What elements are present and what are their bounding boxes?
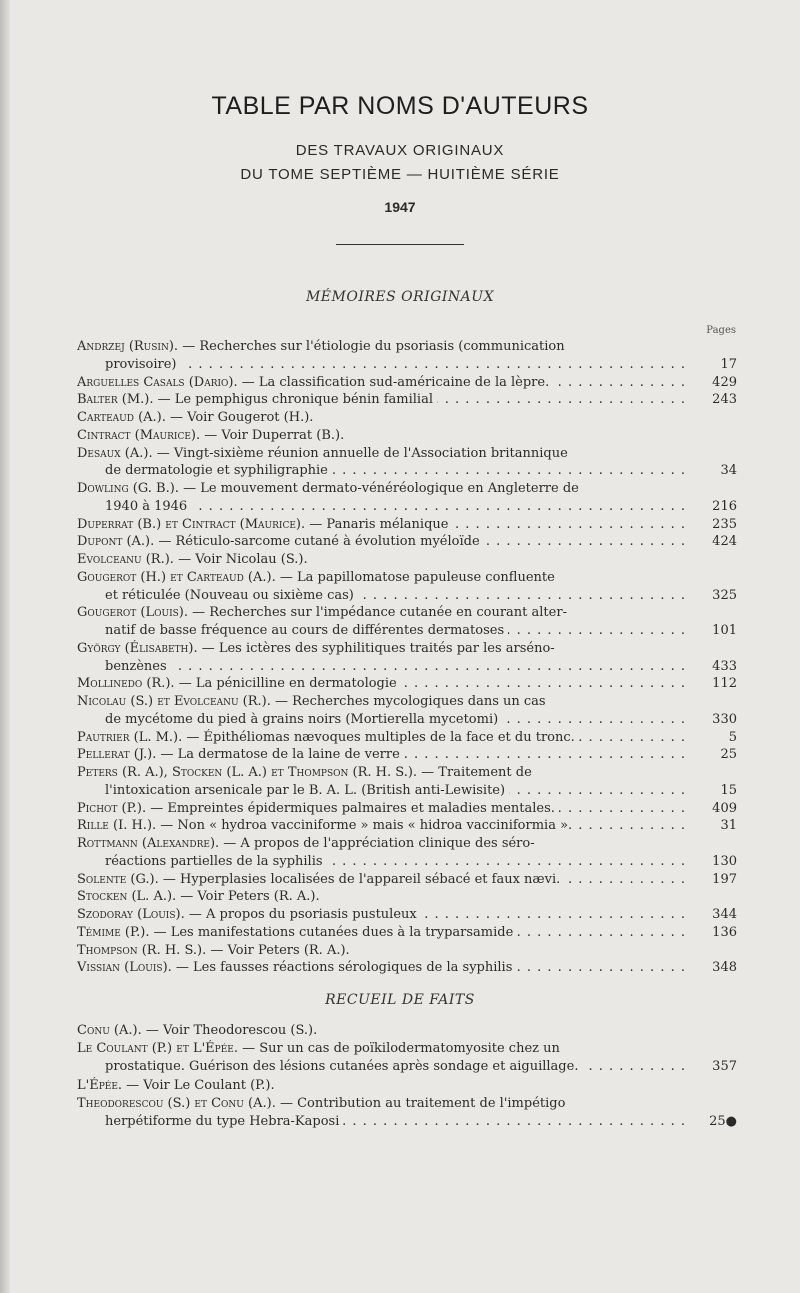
recueil-entry-line xyxy=(77,1095,686,1113)
memoires-entry-line xyxy=(77,551,686,569)
memoires-entry-line xyxy=(77,800,686,818)
memoires-entry-line xyxy=(77,391,686,409)
entry-text: — Recherches mycologiques dans un cas xyxy=(270,694,546,709)
entry-text: — Réticulo-sarcome cutané à évolution myéloïde xyxy=(154,534,480,550)
entry-text: 1940 à 1946 xyxy=(105,498,188,514)
entry-author: Conu (A.). xyxy=(77,1023,142,1038)
memoires-entry-line xyxy=(105,356,686,374)
memoires-entry-line xyxy=(77,924,686,942)
memoires-entry-line xyxy=(77,409,686,427)
entry-text: — Voir Peters (R. A.). xyxy=(176,889,320,905)
page-binding-edge xyxy=(0,0,10,1293)
memoires-entry-line xyxy=(105,711,686,729)
entry-author: Mollinedo (R.). xyxy=(77,676,175,692)
entry-page-number: 344 xyxy=(712,907,737,922)
memoires-entry-line xyxy=(77,746,686,764)
entry-author: Nicolau (S.) et Evolceanu (R.). xyxy=(77,694,271,709)
entry-page-number: 429 xyxy=(712,374,737,390)
recueil-entry-line xyxy=(77,1040,686,1058)
memoires-entry-line xyxy=(77,675,686,693)
memoires-entry-line xyxy=(77,374,686,392)
entry-author: Le Coulant (P.) et L'Épée. xyxy=(77,1041,238,1057)
entry-text: — La dermatose de la laine de verre xyxy=(156,747,400,763)
entry-page-number: 34 xyxy=(720,463,737,479)
entry-text: — Voir Nicolau (S.). xyxy=(173,552,308,567)
memoires-entry-line xyxy=(77,427,686,445)
memoires-entry-line xyxy=(105,782,686,800)
entry-page-number: 17 xyxy=(720,356,737,372)
page-subtitle-2: DU TOME SEPTIÈME — HUITIÈME SÉRIE xyxy=(240,166,560,183)
memoires-entry-line xyxy=(77,516,686,534)
entry-author: Gougerot (H.) et Carteaud (A.). xyxy=(77,569,276,585)
entry-author: Thompson (R. H. S.). xyxy=(77,942,207,958)
entry-text: — Recherches sur l'étiologie du psoriasis (communication xyxy=(178,339,565,354)
entry-text: — Voir Theodorescou (S.). xyxy=(141,1023,318,1038)
recueil-entry-line xyxy=(77,1077,686,1095)
entry-text: — Le mouvement dermato-vénéréologique en Angleterre de xyxy=(178,481,579,496)
section-heading-memoires: MÉMOIRES ORIGINAUX xyxy=(305,289,495,305)
memoires-entry-line xyxy=(105,853,686,871)
entry-page-number: 197 xyxy=(712,871,737,887)
entry-author: Carteaud (A.). xyxy=(77,410,166,425)
entry-page-number: 25 xyxy=(720,747,737,763)
entry-page-number: 357 xyxy=(712,1059,737,1075)
memoires-entry-line xyxy=(77,942,686,960)
memoires-entry-line xyxy=(77,445,686,463)
memoires-entry-line xyxy=(77,835,686,853)
entry-page-number: 130 xyxy=(712,853,737,869)
entry-page-number: 348 xyxy=(712,960,737,976)
entry-text: — Recherches sur l'impédance cutanée en courant alter- xyxy=(188,605,567,621)
entry-text: — Contribution au traitement de l'impétigo xyxy=(275,1095,566,1111)
memoires-entry-line xyxy=(77,480,686,498)
entry-text: — A propos du psoriasis pustuleux xyxy=(184,907,417,922)
entry-text: — A propos de l'appréciation clinique des séro- xyxy=(219,836,535,851)
page-title: TABLE PAR NOMS D'AUTEURS xyxy=(211,92,589,120)
entry-text: l'intoxication arsenicale par le B. A. L. (British anti-Lewisite) xyxy=(105,782,506,798)
entry-author: Gougerot (Louis). xyxy=(77,605,188,621)
entry-text: — Traitement de xyxy=(417,765,532,780)
entry-text: — Les manifestations cutanées dues à la tryparsamide xyxy=(149,924,514,940)
entry-text: — Panaris mélanique xyxy=(305,516,449,532)
entry-text: réactions partielles de la syphilis xyxy=(105,853,323,869)
entry-text: — La classification sud-américaine de la lèpre. xyxy=(237,374,550,390)
memoires-entry-line xyxy=(77,764,686,782)
entry-text: — Voir Le Coulant (P.). xyxy=(122,1077,275,1093)
entry-author: Rille (I. H.). xyxy=(77,818,157,834)
entry-author: Pichot (P.). xyxy=(77,800,147,816)
entry-text: — Voir Peters (R. A.). xyxy=(206,942,350,958)
entry-text: herpétiforme du type Hebra-Kaposi xyxy=(105,1114,340,1129)
entry-author: Rottmann (Alexandre). xyxy=(77,836,220,851)
entry-author: Pellerat (J.). xyxy=(77,747,157,763)
entry-author: György (Élisabeth). xyxy=(77,640,198,656)
entry-text: — Hyperplasies localisées de l'appareil sébacé et faux nævi. xyxy=(158,871,561,887)
entry-text: — Vingt-sixième réunion annuelle de l'Association britannique xyxy=(152,445,568,461)
entry-text: — Les ictères des syphilitiques traités par les arséno- xyxy=(197,640,555,656)
entry-text: de dermatologie et syphiligraphie xyxy=(105,463,328,479)
entry-text: — Sur un cas de poïkilodermatomyosite chez un xyxy=(237,1041,560,1057)
memoires-entry-line xyxy=(77,906,686,924)
memoires-entry-line xyxy=(77,569,686,587)
entry-text: benzènes xyxy=(105,658,167,674)
entry-author: Dowling (G. B.). xyxy=(77,481,179,496)
entry-page-number: 136 xyxy=(712,924,737,940)
entry-page-number: 31 xyxy=(720,818,737,834)
entry-author: Arguelles Casals (Dario). xyxy=(77,374,238,390)
entry-text: — Non « hydroa vacciniforme » mais « hidroa vacciniformia ». xyxy=(156,818,573,834)
memoires-entry-line xyxy=(105,622,686,640)
entry-author: Vissian (Louis). xyxy=(77,960,172,976)
entry-author: Témime (P.). xyxy=(77,924,150,940)
entry-text: — Voir Gougerot (H.). xyxy=(165,410,314,425)
entry-page-number: 243 xyxy=(712,392,737,408)
entry-page-number: 101 xyxy=(712,623,737,638)
entry-text: natif de basse fréquence au cours de différentes dermatoses xyxy=(105,623,505,638)
entry-author: Peters (R. A.), Stocken (L. A.) et Thompson (R. H. S.). xyxy=(77,765,418,780)
entry-author: Szodoray (Louis). xyxy=(77,907,185,922)
memoires-entry-line xyxy=(77,959,686,977)
page-subtitle-1: DES TRAVAUX ORIGINAUX xyxy=(295,142,505,159)
page-year: 1947 xyxy=(384,199,416,215)
section-heading-recueil: RECUEIL DE FAITS xyxy=(325,992,475,1008)
entry-page-number: 325 xyxy=(712,587,737,603)
memoires-entry-line xyxy=(77,871,686,889)
entry-author: Theodorescou (S.) et Conu (A.). xyxy=(77,1095,276,1111)
entry-page-number: 15 xyxy=(720,782,737,798)
memoires-entry-line xyxy=(77,817,686,835)
entry-text: — Le pemphigus chronique bénin familial xyxy=(153,392,433,408)
memoires-entry-line xyxy=(77,338,686,356)
entry-author: Stocken (L. A.). xyxy=(77,889,177,905)
memoires-entry-line xyxy=(77,640,686,658)
entry-text: — Épithéliomas nævoques multiples de la face et du tronc. xyxy=(182,729,575,745)
entry-text: prostatique. Guérison des lésions cutanées après sondage et aiguillage. xyxy=(105,1059,579,1075)
entry-text: — Voir Duperrat (B.). xyxy=(200,427,345,443)
recueil-entry-line xyxy=(105,1113,686,1131)
entry-page-number: 409 xyxy=(712,800,737,816)
memoires-entry-line xyxy=(77,604,686,622)
entry-author: Duperrat (B.) et Cintract (Maurice). xyxy=(77,516,306,532)
entry-text: provisoire) xyxy=(105,356,177,372)
entry-author: Cintract (Maurice). xyxy=(77,427,201,443)
entry-page-number: 235 xyxy=(712,516,737,532)
entry-author: L'Épée. xyxy=(77,1077,123,1093)
entry-text: — Les fausses réactions sérologiques de la syphilis xyxy=(171,960,513,976)
entry-text: — La pénicilline en dermatologie xyxy=(174,676,397,692)
entry-page-number: 112 xyxy=(712,676,737,692)
memoires-entry-line xyxy=(105,498,686,516)
memoires-entry-line xyxy=(77,693,686,711)
entry-page-number: 424 xyxy=(712,534,737,550)
memoires-entry-line xyxy=(105,587,686,605)
entry-author: Balter (M.). xyxy=(77,392,154,408)
entry-page-number: 330 xyxy=(712,711,737,727)
entry-text: de mycétome du pied à grains noirs (Mortierella mycetomi) xyxy=(105,711,499,727)
entry-page-number: 216 xyxy=(712,498,737,514)
entry-author: Andrzej (Rusin). xyxy=(77,339,179,354)
entry-author: Evolceanu (R.). xyxy=(77,552,174,567)
recueil-entry-line xyxy=(77,1022,686,1040)
entry-text: — Empreintes épidermiques palmaires et maladies mentales. xyxy=(146,800,555,816)
entry-author: Dupont (A.). xyxy=(77,534,155,550)
entry-page-number: 25● xyxy=(709,1114,737,1129)
entry-text: — La papillomatose papuleuse confluente xyxy=(275,569,555,585)
memoires-entry-line xyxy=(105,658,686,676)
entry-author: Solente (G.). xyxy=(77,871,159,887)
memoires-entry-line xyxy=(77,729,686,747)
entry-author: Desaux (A.). xyxy=(77,445,153,461)
memoires-entry-line xyxy=(77,533,686,551)
entry-page-number: 433 xyxy=(712,658,737,674)
entry-author: Pautrier (L. M.). xyxy=(77,729,183,745)
title-divider xyxy=(336,244,464,245)
pages-column-label: Pages xyxy=(706,325,736,336)
memoires-entry-line xyxy=(105,462,686,480)
memoires-entry-line xyxy=(77,888,686,906)
entry-page-number: 5 xyxy=(728,729,737,745)
entry-text: et réticulée (Nouveau ou sixième cas) xyxy=(105,587,354,603)
recueil-entry-line xyxy=(105,1058,686,1076)
